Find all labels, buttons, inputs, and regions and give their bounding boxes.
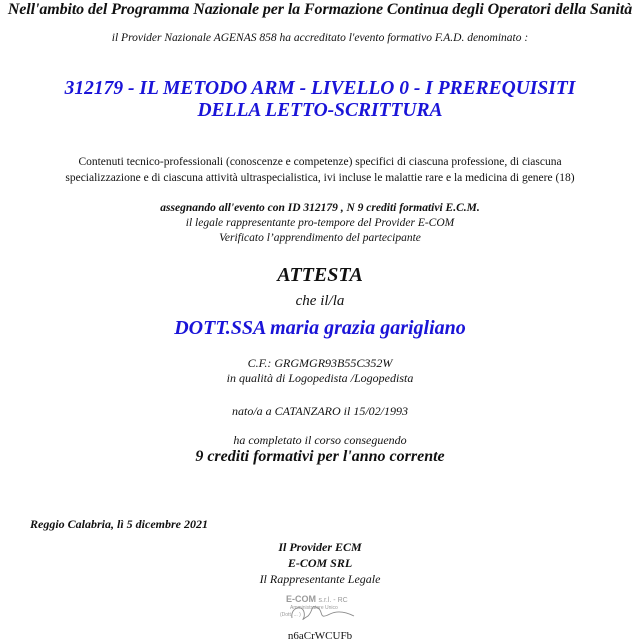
signature-block	[0, 539, 640, 587]
event-title	[0, 78, 640, 122]
provider-label: Il Provider ECM	[278, 540, 362, 554]
programme-heading: Nell'ambito del Programma Nazionale per la Formazione Continua degli Operatori della Sanità	[7, 1, 633, 18]
learning-verified-line: Verificato l’apprendimento del partecipante	[219, 232, 421, 244]
participant-name: DOTT.SSA maria grazia garigliano	[174, 317, 466, 339]
attesta-intro: che il/la	[295, 293, 345, 309]
provider-name: E-COM SRL	[287, 556, 353, 570]
participant-details	[0, 356, 640, 386]
content-line-1: Contenuti tecnico-professionali (conoscenze e competenze) specifici di ciascuna professione, di ciascuna	[78, 156, 562, 168]
attesta-heading: ATTESTA	[277, 264, 363, 286]
verification-code: n6aCrWCUFb	[287, 630, 353, 642]
company-stamp	[280, 594, 375, 624]
content-line-2: specializzazione e di ciascuna attività ultraspecialistica, ivi incluse le malattie rare e la medicina di genere (18)	[65, 172, 575, 184]
provider-accreditation-line: il Provider Nazionale AGENAS 858 ha accreditato l'evento formativo F.A.D. denominato :	[111, 32, 529, 44]
event-content-description	[0, 154, 640, 186]
stamp-brand-text: E-COM	[286, 594, 316, 604]
signature-scribble-icon	[288, 600, 358, 624]
completion-line: ha completato il corso conseguendo	[233, 433, 407, 447]
birth-info: nato/a a CATANZARO il 15/02/1993	[231, 404, 408, 418]
event-title-line-1: 312179 - IL METODO ARM - LIVELLO 0 - I PREREQUISITI	[64, 78, 576, 99]
representative-label: Il Rappresentante Legale	[259, 572, 381, 586]
stamp-name: (Dott. ... )	[280, 612, 301, 618]
assignment-block	[0, 201, 640, 246]
stamp-suffix: s.r.l. - RC	[318, 597, 348, 604]
credits-earned: 9 crediti formativi per l'anno corrente	[195, 448, 445, 465]
fiscal-code: C.F.: GRGMGR93B55C352W	[247, 356, 393, 370]
credits-assignment: assegnando all'evento con ID 312179 , N 9 crediti formativi E.C.M.	[160, 202, 480, 214]
legal-representative-line: il legale rappresentante pro-tempore del Provider E-COM	[185, 217, 455, 229]
place-and-date: Reggio Calabria, lì 5 dicembre 2021	[30, 517, 208, 531]
stamp-role: Amministratore Unico	[290, 605, 338, 611]
participant-role: in qualità di Logopedista /Logopedista	[226, 371, 414, 385]
event-title-line-2: DELLA LETTO-SCRITTURA	[197, 100, 443, 121]
